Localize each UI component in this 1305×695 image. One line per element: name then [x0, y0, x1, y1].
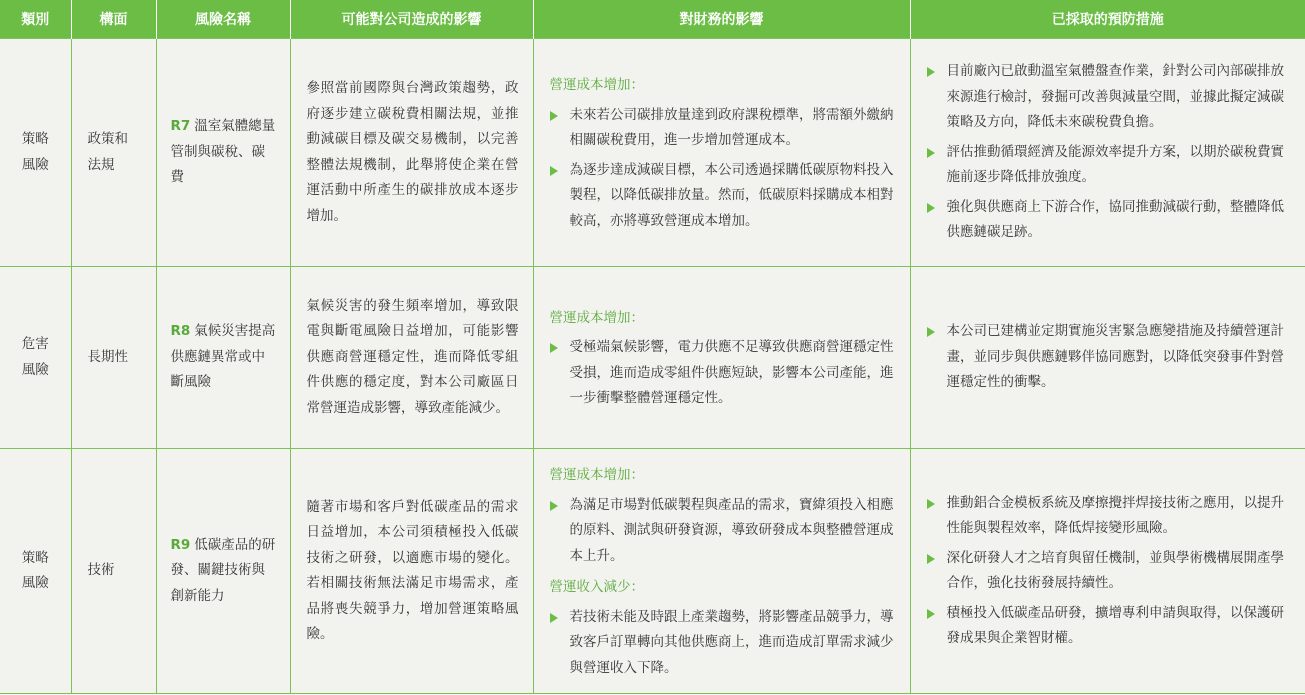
risk-name-text: 低碳產品的研發、關鍵技術與創新能力 [170, 536, 276, 604]
list-item [927, 601, 1292, 652]
triangle-bullet-icon [927, 203, 935, 213]
risk-code: R7 [170, 118, 191, 135]
risk-name-cell [156, 449, 290, 694]
table-row [0, 267, 1305, 449]
list-item [550, 158, 896, 235]
table-row [0, 449, 1305, 694]
dimension-label: 技術 [87, 562, 115, 579]
header-dimension: 構面 [71, 0, 156, 39]
triangle-bullet-icon [927, 148, 935, 158]
triangle-bullet-icon [550, 343, 558, 353]
impact-cell [290, 39, 533, 267]
list-item [550, 335, 896, 412]
list-item [550, 103, 896, 154]
risk-code: R8 [170, 323, 191, 340]
risk-name-text: 溫室氣體總量管制與碳稅、碳費 [170, 118, 276, 186]
measures-list [927, 491, 1292, 652]
list-item-text: 未來若公司碳排放量達到政府課稅標準，將需額外繳納相關碳稅費用，進一步增加營運成本。 [569, 106, 894, 148]
category-label: 危害 風險 [21, 336, 49, 378]
financial-subheading: 營運成本增加： [549, 467, 644, 483]
financial-list [550, 605, 896, 682]
impact-text: 隨著市場和客戶對低碳產品的需求日益增加，本公司須積極投入低碳技術之研發，以適應市場的變化。若相關技術無法滿足市場需求，產品將喪失競爭力，增加營運策略風險。 [306, 498, 519, 642]
dimension-cell [71, 449, 156, 694]
impact-cell [290, 449, 533, 694]
list-item-text: 評估推動循環經濟及能源效率提升方案，以期於碳稅費實施前逐步降低排放強度。 [946, 143, 1284, 186]
dimension-cell [71, 39, 156, 267]
triangle-bullet-icon [550, 613, 558, 623]
list-item [927, 59, 1292, 136]
dimension-label: 長期性 [87, 348, 128, 365]
triangle-bullet-icon [550, 166, 558, 176]
list-item-text: 為滿足市場對低碳製程與產品的需求，寶緯須投入相應的原料、測試與研發資源，導致研發成本與整體營運成本上升。 [569, 496, 894, 564]
financial-list [550, 335, 896, 412]
financial-list [550, 493, 896, 570]
risk-name-text: 氣候災害提高供應鏈異常或中斷風險 [170, 323, 276, 391]
measures-cell [910, 267, 1305, 449]
financial-cell [533, 39, 910, 267]
category-label: 策略 風險 [21, 549, 49, 591]
measures-list [927, 319, 1292, 396]
list-item [550, 493, 896, 570]
category-cell [0, 449, 71, 694]
triangle-bullet-icon [927, 67, 935, 77]
list-item-text: 受極端氣候影響，電力供應不足導致供應商營運穩定性受損，進而造成零組件供應短缺，影響本公司產能，進一步衝擊整體營運穩定性。 [569, 339, 894, 406]
list-item-text: 本公司已建構並定期實施災害緊急應變措施及持續營運計畫，並同步與供應鏈夥伴協同應對，以降低突發事件對營運穩定性的衝擊。 [946, 323, 1284, 391]
list-item [927, 491, 1292, 542]
list-item [927, 546, 1292, 597]
triangle-bullet-icon [927, 327, 935, 337]
list-item-text: 強化與供應商上下游合作，協同推動減碳行動，整體降低供應鏈碳足跡。 [946, 198, 1284, 241]
list-item [927, 140, 1292, 191]
impact-cell [290, 267, 533, 449]
header-risk-name: 風險名稱 [156, 0, 290, 39]
risk-name-cell [156, 267, 290, 449]
financial-section [550, 575, 896, 681]
financial-cell [533, 449, 910, 694]
financial-cell [533, 267, 910, 449]
category-label: 策略 風險 [21, 131, 49, 173]
list-item [550, 605, 896, 682]
dimension-cell [71, 267, 156, 449]
impact-text: 氣候災害的發生頻率增加，導致限電與斷電風險日益增加，可能影響供應商營運穩定性，進而降低零組件供應的穩定度，對本公司廠區日常營運造成影響，導致產能減少。 [306, 297, 519, 416]
triangle-bullet-icon [927, 499, 935, 509]
financial-subheading: 營運成本增加： [549, 77, 644, 93]
measures-cell [910, 39, 1305, 267]
list-item [927, 319, 1292, 396]
financial-section [550, 463, 896, 569]
list-item-text: 積極投入低碳產品研發，擴增專利申請與取得，以保護研發成果與企業智財權。 [946, 604, 1284, 646]
risk-code: R9 [170, 536, 191, 553]
measures-list [927, 59, 1292, 246]
triangle-bullet-icon [550, 501, 558, 511]
triangle-bullet-icon [927, 554, 935, 564]
table-row [0, 39, 1305, 267]
header-financial: 對財務的影響 [533, 0, 910, 39]
financial-section [550, 306, 896, 412]
list-item [927, 195, 1292, 246]
dimension-label: 政策和 法規 [87, 131, 128, 173]
risk-name-cell [156, 39, 290, 267]
header-measures: 已採取的預防措施 [910, 0, 1305, 39]
financial-section [550, 73, 896, 234]
list-item-text: 深化研發人才之培育與留任機制，並與學術機構展開產學合作，強化技術發展持續性。 [946, 549, 1284, 591]
category-cell [0, 39, 71, 267]
measures-cell [910, 449, 1305, 694]
triangle-bullet-icon [550, 111, 558, 121]
financial-subheading: 營運收入減少： [549, 579, 644, 595]
financial-subheading: 營運成本增加： [549, 309, 644, 326]
list-item-text: 若技術未能及時跟上產業趨勢，將影響產品競爭力，導致客戶訂單轉向其他供應商上，進而造成訂單需求減少與營運收入下降。 [569, 608, 894, 676]
list-item-text: 推動鋁合金模板系統及摩擦攪拌焊接技術之應用，以提升性能與製程效率，降低焊接變形風險。 [946, 494, 1284, 536]
header-row [0, 0, 1305, 39]
impact-text: 參照當前國際與台灣政策趨勢，政府逐步建立碳稅費相關法規，並推動減碳目標及碳交易機制，以完善整體法規機制，此舉將使企業在營運活動中所產生的碳排放成本逐步增加。 [306, 80, 519, 224]
category-cell [0, 267, 71, 449]
list-item-text: 目前廠內已啟動溫室氣體盤查作業，針對公司內部碳排放來源進行檢討，發掘可改善與減量空間，並據此擬定減碳策略及方向，降低未來碳稅費負擔。 [946, 63, 1284, 131]
header-impact: 可能對公司造成的影響 [290, 0, 533, 39]
triangle-bullet-icon [927, 609, 935, 619]
list-item-text: 為逐步達成減碳目標，本公司透過採購低碳原物料投入製程，以降低碳排放量。然而，低碳原料採購成本相對較高，亦將導致營運成本增加。 [569, 161, 894, 229]
header-category: 類別 [0, 0, 71, 39]
financial-list [550, 103, 896, 235]
